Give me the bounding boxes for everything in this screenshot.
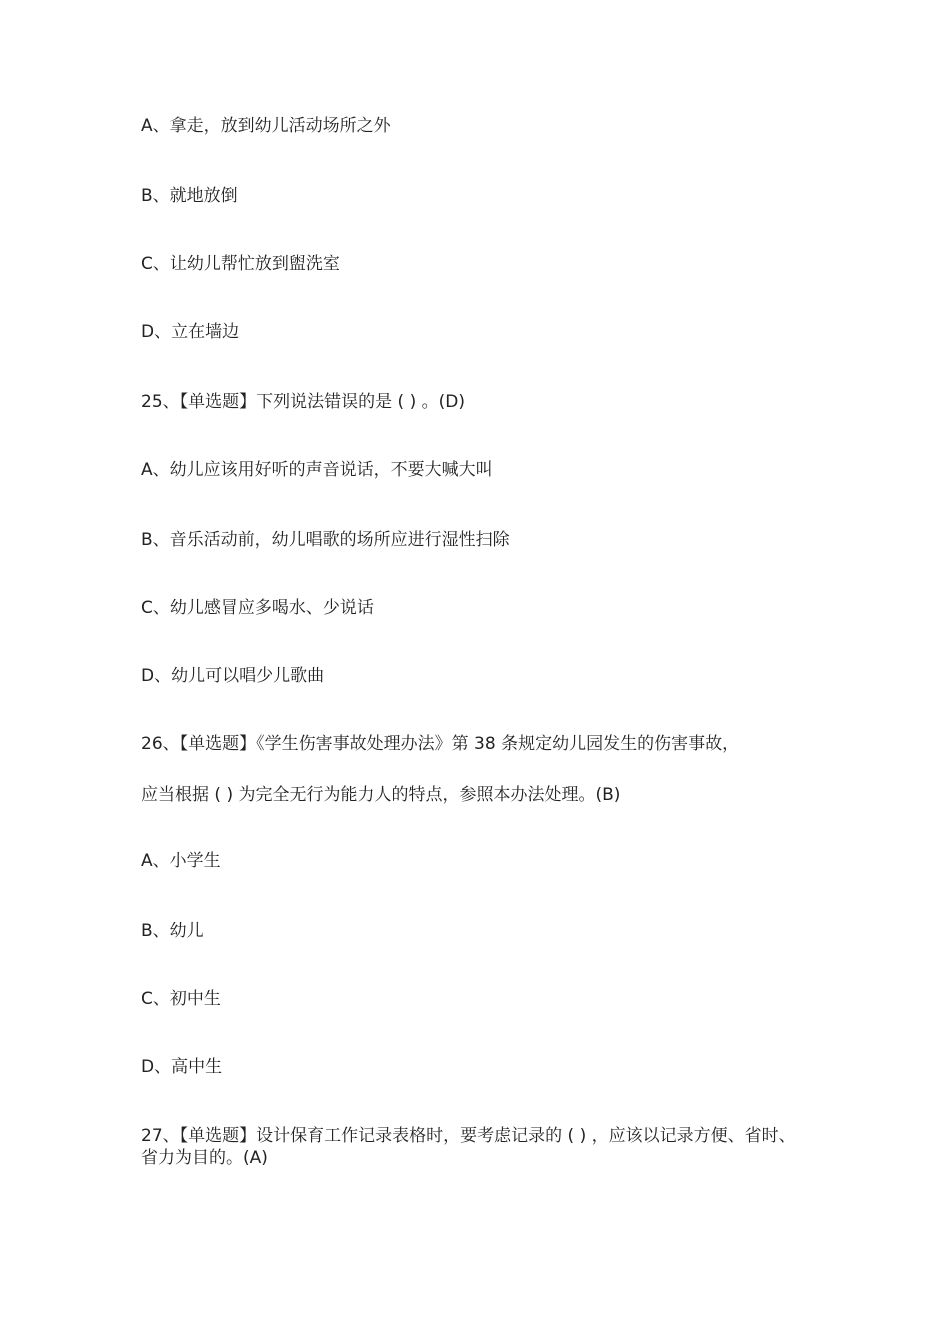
q26-option-c: C、初中生 (141, 989, 221, 1009)
q24-option-c: C、让幼儿帮忙放到盥洗室 (141, 254, 340, 274)
q25-option-c: C、幼儿感冒应多喝水、少说话 (141, 598, 374, 618)
q25-option-d: D、幼儿可以唱少儿歌曲 (141, 666, 325, 686)
q24-option-a: A、拿走，放到幼儿活动场所之外 (141, 116, 391, 136)
q26-stem-line2: 应当根据 ( ) 为完全无行为能力人的特点，参照本办法处理。(B) (141, 785, 621, 805)
q25-option-b: B、音乐活动前，幼儿唱歌的场所应进行湿性扫除 (141, 530, 510, 550)
q26-stem-line1: 26、【单选题】《学生伤害事故处理办法》第 38 条规定幼儿园发生的伤害事故， (141, 734, 740, 754)
q26-option-b: B、幼儿 (141, 921, 204, 941)
q26-option-d: D、高中生 (141, 1057, 223, 1077)
q27-stem: 27、【单选题】设计保育工作记录表格时，要考虑记录的 ( ) ，应该以记录方便、省时、省力为目的。(A) (141, 1126, 796, 1168)
q25-stem: 25、【单选题】下列说法错误的是 ( ) 。(D) (141, 392, 465, 412)
q24-option-b: B、就地放倒 (141, 186, 238, 206)
q26-option-a: A、小学生 (141, 851, 221, 871)
q25-option-a: A、幼儿应该用好听的声音说话，不要大喊大叫 (141, 460, 493, 480)
q24-option-d: D、立在墙边 (141, 322, 240, 342)
